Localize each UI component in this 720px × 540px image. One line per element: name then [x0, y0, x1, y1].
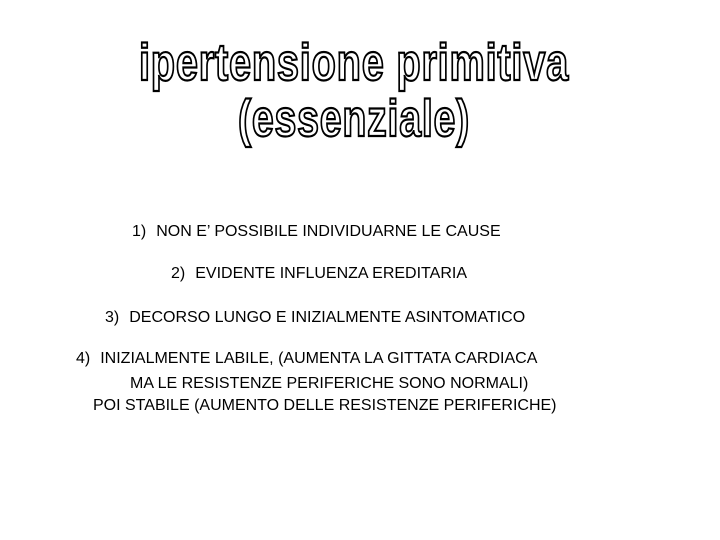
slide-title	[0, 0, 720, 150]
title-line-2: (essenziale)	[238, 90, 470, 148]
list-item-4-continuation-1: MA LE RESISTENZE PERIFERICHE SONO NORMALI)	[130, 375, 529, 392]
list-item-2-text: EVIDENTE INFLUENZA EREDITARIA	[195, 265, 467, 282]
list-item-3	[105, 308, 525, 328]
list-item-2-number: 2)	[171, 265, 186, 282]
list-item-4-number: 4)	[76, 350, 91, 367]
list-item-2	[171, 264, 467, 284]
title-line-1: ipertensione primitiva	[139, 34, 570, 92]
list-item-4	[76, 349, 537, 369]
list-item-4-continuation-2: POI STABILE (AUMENTO DELLE RESISTENZE PERIFERICHE)	[93, 397, 557, 414]
list-item-3-number: 3)	[105, 309, 120, 326]
list-item-1-number: 1)	[132, 223, 147, 240]
list-item-1-text: NON E’ POSSIBILE INDIVIDUARNE LE CAUSE	[156, 223, 501, 240]
list-item-4-text: INIZIALMENTE LABILE, (AUMENTA LA GITTATA CARDIACA	[100, 350, 538, 367]
list-item-3-text: DECORSO LUNGO E INIZIALMENTE ASINTOMATICO	[129, 309, 526, 326]
list-item-1	[132, 222, 501, 242]
